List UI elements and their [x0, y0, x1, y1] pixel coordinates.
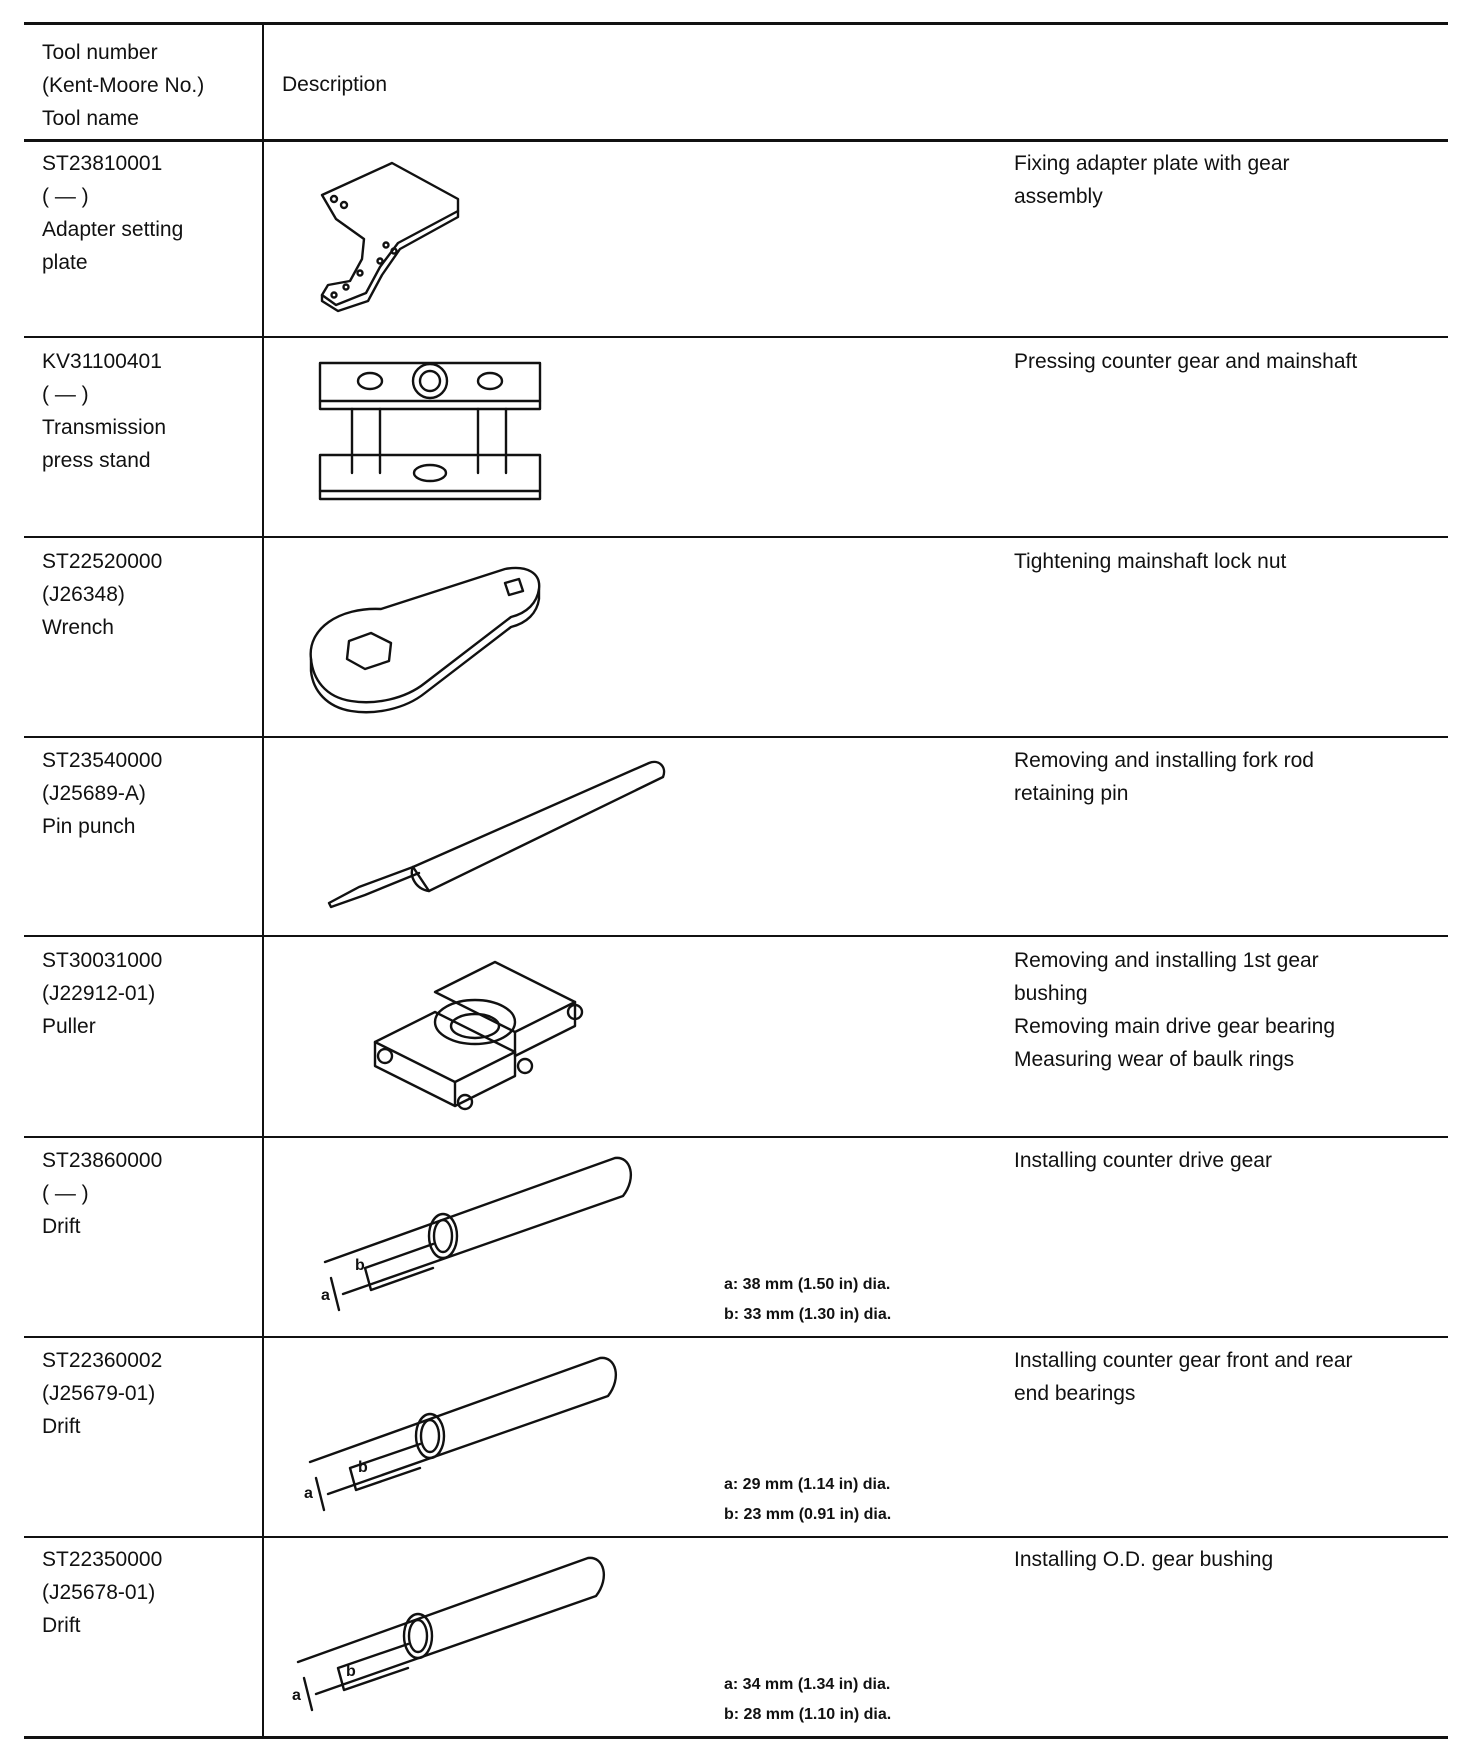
description-line: Measuring wear of baulk rings	[1014, 1048, 1295, 1071]
tool-number: ST30031000	[42, 949, 163, 972]
kent-moore-number: (J25689-A)	[42, 782, 146, 805]
tool-name: Transmission	[42, 416, 167, 439]
description-line: Removing and installing 1st gear	[1014, 949, 1319, 972]
tool-number: KV31100401	[42, 350, 162, 373]
dimension-spec	[724, 1270, 891, 1330]
table-row-description	[1014, 345, 1357, 378]
table-bottom-rule	[24, 1736, 1448, 1739]
kent-moore-number: ( — )	[42, 1182, 89, 1205]
dimension-b-label: b	[355, 1257, 365, 1274]
dimension-b-spec: b: 33 mm (1.30 in) dia.	[724, 1306, 892, 1323]
table-row-tool-info	[42, 545, 162, 644]
tool-name: Adapter setting	[42, 218, 184, 241]
table-row-tool-info	[42, 1344, 162, 1443]
column-divider	[262, 22, 264, 1739]
table-row-description	[1014, 744, 1314, 810]
dimension-a-label: a	[292, 1687, 301, 1704]
tool-number: ST22360002	[42, 1349, 163, 1372]
row-divider	[24, 336, 1448, 338]
description-line: end bearings	[1014, 1382, 1136, 1405]
table-row-description	[1014, 147, 1290, 213]
table-row-tool-info	[42, 1543, 162, 1642]
dimension-a-spec: a: 29 mm (1.14 in) dia.	[724, 1476, 891, 1493]
kent-moore-number: ( — )	[42, 185, 89, 208]
description-line: Pressing counter gear and mainshaft	[1014, 350, 1358, 373]
dimension-b-label: b	[346, 1663, 356, 1680]
tool-name: Drift	[42, 1215, 81, 1238]
dimension-a-spec: a: 34 mm (1.34 in) dia.	[724, 1676, 891, 1693]
header-bottom-rule	[24, 139, 1448, 142]
table-row-description	[1014, 545, 1286, 578]
press-stand-icon	[310, 355, 550, 505]
table-row-tool-info	[42, 147, 183, 279]
row-divider	[24, 736, 1448, 738]
tool-name: Wrench	[42, 616, 114, 639]
table-row-tool-info	[42, 944, 162, 1043]
row-divider	[24, 935, 1448, 937]
puller-icon	[365, 952, 615, 1122]
header-tool-line: Tool name	[42, 107, 139, 130]
description-line: bushing	[1014, 982, 1088, 1005]
table-row-tool-info	[42, 345, 166, 477]
wrench-icon	[305, 555, 555, 715]
kent-moore-number: (J26348)	[42, 583, 125, 606]
table-row-tool-info	[42, 1144, 162, 1243]
pin-punch-icon	[325, 755, 670, 915]
header-tool-line: Tool number	[42, 41, 158, 64]
header-tool-column	[42, 36, 204, 135]
dimension-b-spec: b: 23 mm (0.91 in) dia.	[724, 1506, 892, 1523]
row-divider	[24, 1536, 1448, 1538]
tool-number: ST23860000	[42, 1149, 163, 1172]
dimension-spec	[724, 1670, 891, 1730]
description-line: retaining pin	[1014, 782, 1129, 805]
table-row-description	[1014, 1344, 1353, 1410]
tool-name: Puller	[42, 1015, 96, 1038]
tool-name: press stand	[42, 449, 151, 472]
table-row-description	[1014, 1543, 1273, 1576]
drift-icon	[300, 1350, 630, 1520]
tool-number: ST22520000	[42, 550, 163, 573]
header-description: Description	[282, 73, 388, 96]
description-line: Installing O.D. gear bushing	[1014, 1548, 1274, 1571]
tool-name: plate	[42, 251, 88, 274]
description-line: Tightening mainshaft lock nut	[1014, 550, 1287, 573]
kent-moore-number: (J22912-01)	[42, 982, 156, 1005]
table-row-description	[1014, 944, 1335, 1076]
table-row-tool-info	[42, 744, 162, 843]
dimension-a-label: a	[304, 1485, 313, 1502]
dimension-b-label: b	[358, 1459, 368, 1476]
dimension-spec	[724, 1470, 891, 1530]
row-divider	[24, 1136, 1448, 1138]
tool-name: Drift	[42, 1415, 81, 1438]
row-divider	[24, 1336, 1448, 1338]
description-line: Installing counter gear front and rear	[1014, 1349, 1353, 1372]
header-tool-line: (Kent-Moore No.)	[42, 74, 205, 97]
description-line: Installing counter drive gear	[1014, 1149, 1272, 1172]
tool-number: ST22350000	[42, 1548, 163, 1571]
description-line: Fixing adapter plate with gear	[1014, 152, 1290, 175]
tool-name: Pin punch	[42, 815, 136, 838]
drift-icon	[315, 1150, 645, 1320]
kent-moore-number: (J25678-01)	[42, 1581, 156, 1604]
description-line: Removing main drive gear bearing	[1014, 1015, 1335, 1038]
drift-icon	[288, 1550, 618, 1720]
tool-name: Drift	[42, 1614, 81, 1637]
adapter-plate-icon	[310, 155, 470, 315]
description-line: assembly	[1014, 185, 1103, 208]
dimension-b-spec: b: 28 mm (1.10 in) dia.	[724, 1706, 892, 1723]
table-top-rule	[24, 22, 1448, 25]
dimension-a-label: a	[321, 1287, 330, 1304]
dimension-a-spec: a: 38 mm (1.50 in) dia.	[724, 1276, 891, 1293]
kent-moore-number: ( — )	[42, 383, 89, 406]
kent-moore-number: (J25679-01)	[42, 1382, 156, 1405]
row-divider	[24, 536, 1448, 538]
description-line: Removing and installing fork rod	[1014, 749, 1314, 772]
tool-number: ST23810001	[42, 152, 163, 175]
tool-number: ST23540000	[42, 749, 163, 772]
table-row-description	[1014, 1144, 1272, 1177]
